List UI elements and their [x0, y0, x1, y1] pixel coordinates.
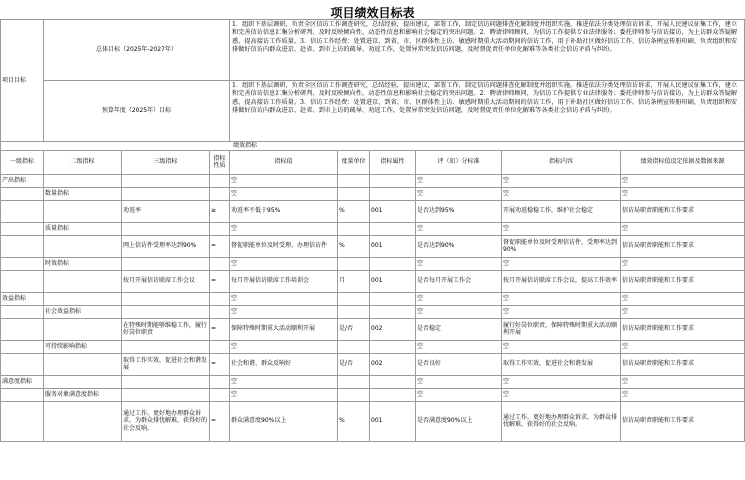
cell-l2: 质量指标: [44, 222, 122, 235]
cell-attr: 002: [370, 318, 416, 340]
cell-value: 空: [230, 375, 338, 388]
cell-l1: [1, 353, 44, 375]
table-row: [1, 401, 745, 441]
page-title: 项目绩效目标表: [330, 6, 415, 20]
cell-value: 保障特殊时期重大活动顺利开展: [230, 318, 338, 340]
cell-l3: [122, 305, 210, 318]
cell-l2: 服务对象满意度指标: [44, 388, 122, 401]
cell-l2: 时效指标: [44, 257, 122, 270]
cell-attr: 002: [370, 353, 416, 375]
cell-l3: [122, 174, 210, 187]
cell-l2: [44, 292, 122, 305]
project-goal-label: 项目目标: [1, 20, 44, 142]
cell-l2: 社会效益指标: [44, 305, 122, 318]
cell-unit: [338, 187, 370, 200]
cell-l1: 产出指标: [1, 174, 44, 187]
annual-goal-label: 预算年度（2025年）目标: [44, 81, 230, 142]
cell-score: 空: [416, 340, 502, 353]
table-row: [1, 235, 745, 257]
cell-value: 督促职能单位及时受理、办理信访件: [230, 235, 338, 257]
cell-dir: [210, 187, 230, 200]
cell-attr: [370, 340, 416, 353]
cell-unit: [338, 174, 370, 187]
cell-score: 是否稳定: [416, 318, 502, 340]
cell-content: 督促职能单位及时受理信访件，受理率达到90%: [502, 235, 621, 257]
cell-l2: [44, 353, 122, 375]
cell-l2: [44, 200, 122, 222]
cell-l3: 通过工作，更好地办理群众诉求，为群众排忧解难，获得好的社会反响。: [122, 401, 210, 441]
cell-unit: [338, 305, 370, 318]
cell-l1: 满意度指标: [1, 375, 44, 388]
cell-content: 空: [502, 257, 621, 270]
cell-content: 通过工作，更好地办理群众诉求，为群众排忧解难，获得好的社会反响。: [502, 401, 621, 441]
performance-table: [0, 19, 745, 442]
cell-value: 空: [230, 174, 338, 187]
cell-l1: [1, 257, 44, 270]
header-basis: 绩效指标值设定依据及数据来源: [621, 150, 745, 174]
cell-attr: 001: [370, 270, 416, 292]
table-row: [1, 222, 745, 235]
cell-score: 空: [416, 257, 502, 270]
cell-value: 空: [230, 222, 338, 235]
cell-dir: [210, 257, 230, 270]
cell-value: 社会和谐、群众反响好: [230, 353, 338, 375]
cell-score: 空: [416, 174, 502, 187]
cell-l1: [1, 340, 44, 353]
cell-basis: 信访局职责职能和工作要求: [621, 318, 745, 340]
cell-dir: ≥: [210, 200, 230, 222]
table-row: [1, 200, 745, 222]
cell-l2: [44, 375, 122, 388]
cell-unit: [338, 388, 370, 401]
cell-l1: [1, 222, 44, 235]
cell-content: 空: [502, 388, 621, 401]
cell-dir: [210, 222, 230, 235]
cell-unit: [338, 257, 370, 270]
cell-l3: [122, 187, 210, 200]
cell-unit: [338, 340, 370, 353]
table-row: [1, 257, 745, 270]
cell-l3: 取得工作实效，促进社会和谐发展: [122, 353, 210, 375]
cell-content: 空: [502, 187, 621, 200]
table-row: [1, 187, 745, 200]
cell-dir: [210, 305, 230, 318]
header-level3: 三级指标: [122, 150, 210, 174]
cell-unit: 月: [338, 270, 370, 292]
cell-l2: [44, 235, 122, 257]
cell-l3: [122, 388, 210, 401]
cell-dir: [210, 292, 230, 305]
cell-attr: 001: [370, 200, 416, 222]
header-level2: 二级指标: [44, 150, 122, 174]
cell-score: 是否满意度90%以上: [416, 401, 502, 441]
cell-basis: 空: [621, 305, 745, 318]
cell-l2: [44, 270, 122, 292]
cell-unit: [338, 375, 370, 388]
cell-basis: 信访局职责职能和工作要求: [621, 200, 745, 222]
cell-value: 空: [230, 388, 338, 401]
cell-attr: 001: [370, 401, 416, 441]
table-row: [1, 292, 745, 305]
cell-basis: 信访局职责职能和工作要求: [621, 235, 745, 257]
table-row: [1, 340, 745, 353]
cell-attr: [370, 257, 416, 270]
header-unit: 度量单位: [338, 150, 370, 174]
cell-attr: [370, 292, 416, 305]
cell-basis: 信访局职责职能和工作要求: [621, 270, 745, 292]
cell-content: 空: [502, 305, 621, 318]
cell-l3: 网上信访件受理率达到90%: [122, 235, 210, 257]
cell-l3: 按月开展信访联席工作会议: [122, 270, 210, 292]
cell-score: 是否达到90%: [416, 235, 502, 257]
cell-l3: 在特殊时期能够维稳工作，履行好岗位职责: [122, 318, 210, 340]
header-attr: 指标属性: [370, 150, 416, 174]
cell-dir: [210, 174, 230, 187]
cell-score: 空: [416, 222, 502, 235]
cell-unit: 是/否: [338, 353, 370, 375]
cell-attr: 001: [370, 235, 416, 257]
cell-attr: [370, 174, 416, 187]
cell-l3: [122, 292, 210, 305]
cell-attr: [370, 375, 416, 388]
cell-l3: [122, 340, 210, 353]
cell-unit: [338, 292, 370, 305]
cell-content: 履行好岗位职责，保障特殊时期重大活动顺利开展: [502, 318, 621, 340]
cell-value: 空: [230, 305, 338, 318]
overall-goal-text: 1．组织下基层调研，负责全区信访工作调查研究，总结经验，提出建议，部署工作，制定信访问题排查化解制度并组织实施，推进依法分类处理信访诉求，开展人民建议征集工作，建立和完善信访信息汇集分析研判、及时反映倾向性、动态性信息和影响社会稳定的突出问题。2．聘请律师顾问，为信访工作提供专业法律服务；委托律师参与信访接访，为上访群众答疑解惑，提高接访工作质量。3．信访工作经费：处置进京、到省、市、区群体性上访、敏感时期重大活动期间的信访工作，用于补助社区做好信访工作、信访条例宣传册印刷、负责组织和安排做好信访内群众进京、赴省、到市上访的疏导、劝返工作，处置异常突发信访问题，及时督促责任单位化解难等各类社会信访矛盾与纠纷。: [230, 20, 745, 81]
cell-basis: 空: [621, 187, 745, 200]
cell-content: 空: [502, 174, 621, 187]
table-row: [1, 270, 745, 292]
cell-value: 空: [230, 340, 338, 353]
cell-attr: [370, 222, 416, 235]
cell-l2: 数量指标: [44, 187, 122, 200]
cell-unit: %: [338, 235, 370, 257]
table-row: [1, 353, 745, 375]
cell-basis: 空: [621, 375, 745, 388]
cell-value: 每月开展信访联席工作培训会: [230, 270, 338, 292]
cell-content: 开展劝返稳稳工作，维护社会稳定: [502, 200, 621, 222]
cell-l3: [122, 257, 210, 270]
cell-l1: [1, 187, 44, 200]
cell-l3: [122, 222, 210, 235]
indicator-header: 绩效指标: [1, 142, 745, 151]
cell-score: 是否良好: [416, 353, 502, 375]
cell-dir: [210, 388, 230, 401]
cell-l1: [1, 305, 44, 318]
cell-attr: [370, 305, 416, 318]
table-row: [1, 375, 745, 388]
cell-basis: 空: [621, 222, 745, 235]
cell-content: 空: [502, 292, 621, 305]
cell-attr: [370, 187, 416, 200]
cell-l3: 劝返率: [122, 200, 210, 222]
table-row: [1, 305, 745, 318]
cell-l1: [1, 388, 44, 401]
cell-dir: [210, 375, 230, 388]
cell-dir: =: [210, 401, 230, 441]
cell-score: 是否每月开展工作会: [416, 270, 502, 292]
cell-unit: %: [338, 401, 370, 441]
header-value: 指标值: [230, 150, 338, 174]
cell-content: 取得工作实效，促进社会和谐发展: [502, 353, 621, 375]
cell-l1: [1, 200, 44, 222]
cell-l2: [44, 318, 122, 340]
cell-l2: 可持续影响指标: [44, 340, 122, 353]
cell-score: 空: [416, 375, 502, 388]
overall-goal-label: 总体目标（2025年-2027年）: [44, 20, 230, 81]
cell-l1: [1, 401, 44, 441]
cell-basis: 空: [621, 388, 745, 401]
cell-dir: =: [210, 235, 230, 257]
cell-basis: 空: [621, 340, 745, 353]
cell-value: 空: [230, 292, 338, 305]
cell-score: 空: [416, 305, 502, 318]
cell-l1: [1, 318, 44, 340]
cell-unit: %: [338, 200, 370, 222]
cell-l3: [122, 375, 210, 388]
cell-basis: 空: [621, 174, 745, 187]
cell-score: 空: [416, 292, 502, 305]
header-score: 评（扣）分标准: [416, 150, 502, 174]
header-level1: 一级指标: [1, 150, 44, 174]
cell-basis: 空: [621, 292, 745, 305]
cell-unit: [338, 222, 370, 235]
table-row: [1, 388, 745, 401]
cell-dir: =: [210, 353, 230, 375]
cell-basis: 信访局职责职能和工作要求: [621, 353, 745, 375]
cell-l2: [44, 174, 122, 187]
cell-score: 空: [416, 187, 502, 200]
table-row: [1, 318, 745, 340]
cell-value: 劝返率不低于95%: [230, 200, 338, 222]
cell-dir: =: [210, 270, 230, 292]
cell-l1: 效益指标: [1, 292, 44, 305]
cell-score: 是否达到95%: [416, 200, 502, 222]
cell-basis: 空: [621, 257, 745, 270]
cell-content: 按月开展信访联席工作会议，提高工作效率: [502, 270, 621, 292]
cell-unit: 是/否: [338, 318, 370, 340]
cell-l1: [1, 270, 44, 292]
cell-l1: [1, 235, 44, 257]
cell-value: 空: [230, 187, 338, 200]
cell-value: 空: [230, 257, 338, 270]
cell-dir: =: [210, 318, 230, 340]
cell-value: 群众满意度90%以上: [230, 401, 338, 441]
header-content: 指标内容: [502, 150, 621, 174]
header-direction: 指标性质: [210, 150, 230, 174]
cell-content: 空: [502, 222, 621, 235]
annual-goal-text: 1．组织下基层调研，负责全区信访工作调查研究，总结经验，提出建议，部署工作，制定信访问题排查化解制度并组织实施，推进依法分类处理信访诉求，开展人民建议征集工作，建立和完善信访信息汇集分析研判、及时反映倾向性、动态性信息和影响社会稳定的突出问题。2．聘请律师顾问，为信访工作提供专业法律服务；委托律师参与信访接访，为上访群众答疑解惑，提高接访工作质量。3．信访工作经费：处置进京、到省、市、区群体性上访、敏感时期重大活动期间的信访工作，用于补助社区做好信访工作、信访条例宣传册印刷、负责组织和安排做好信访内群众进京、赴省、到市上访的疏导、劝返工作，处置异常突发信访问题，及时督促责任单位化解难等各类社会信访矛盾与纠纷。: [230, 81, 745, 142]
cell-dir: [210, 340, 230, 353]
cell-attr: [370, 388, 416, 401]
cell-content: 空: [502, 375, 621, 388]
cell-score: 空: [416, 388, 502, 401]
table-row: [1, 174, 745, 187]
cell-l2: [44, 401, 122, 441]
cell-content: 空: [502, 340, 621, 353]
cell-basis: 信访局职责职能和工作要求: [621, 401, 745, 441]
